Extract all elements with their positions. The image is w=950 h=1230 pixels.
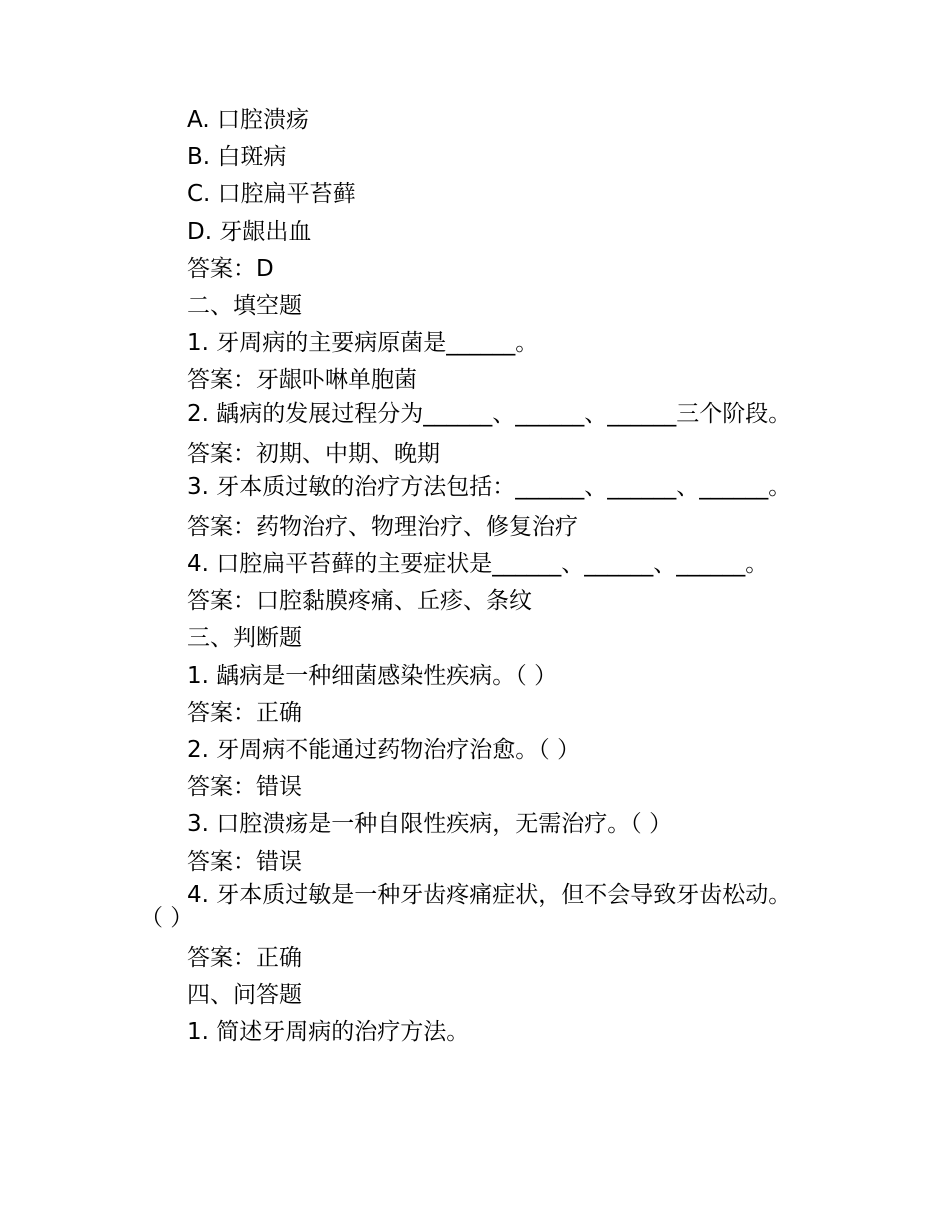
answer-text: 答案：牙龈卟啉单胞菌 xyxy=(187,367,417,394)
option-b: B. 白斑病 xyxy=(187,144,287,171)
answer-text: 答案：正确 xyxy=(187,699,302,726)
answer-text: 答案：D xyxy=(187,255,274,282)
question-text: 1. 简述牙周病的治疗方法。 xyxy=(187,1019,470,1046)
answer-text: 答案：正确 xyxy=(187,944,302,971)
section-heading: 三、判断题 xyxy=(187,625,302,652)
answer-text: 答案：初期、中期、晚期 xyxy=(187,440,440,467)
question-text: 2. 龋病的发展过程分为______、______、______三个阶段。 xyxy=(187,400,792,427)
answer-text: 答案：口腔黏膜疼痛、丘疹、条纹 xyxy=(187,588,532,615)
question-text: 1. 龋病是一种细菌感染性疾病。（ ） xyxy=(187,662,558,689)
answer-text: 答案：药物治疗、物理治疗、修复治疗 xyxy=(187,513,578,540)
option-a: A. 口腔溃疡 xyxy=(187,107,309,133)
section-heading: 二、填空题 xyxy=(187,293,302,320)
question-text: 2. 牙周病不能通过药物治疗治愈。（ ） xyxy=(187,737,581,764)
section-heading: 四、问答题 xyxy=(187,982,302,1009)
question-text: 3. 口腔溃疡是一种自限性疾病，无需治疗。（ ） xyxy=(187,811,673,838)
question-text: 1. 牙周病的主要病原菌是______。 xyxy=(187,330,539,357)
question-text: 4. 口腔扁平苔藓的主要症状是______、______、______。 xyxy=(187,551,769,578)
answer-text: 答案：错误 xyxy=(187,774,302,801)
question-text: 4. 牙本质过敏是一种牙齿疼痛症状，但不会导致牙齿松动。（ ） xyxy=(140,881,792,931)
document-page xyxy=(140,102,800,1051)
option-c: C. 口腔扁平苔藓 xyxy=(187,181,356,208)
option-d: D. 牙龈出血 xyxy=(187,218,312,245)
question-text: 3. 牙本质过敏的治疗方法包括：______、______、______。 xyxy=(187,473,792,500)
answer-text: 答案：错误 xyxy=(187,848,302,875)
